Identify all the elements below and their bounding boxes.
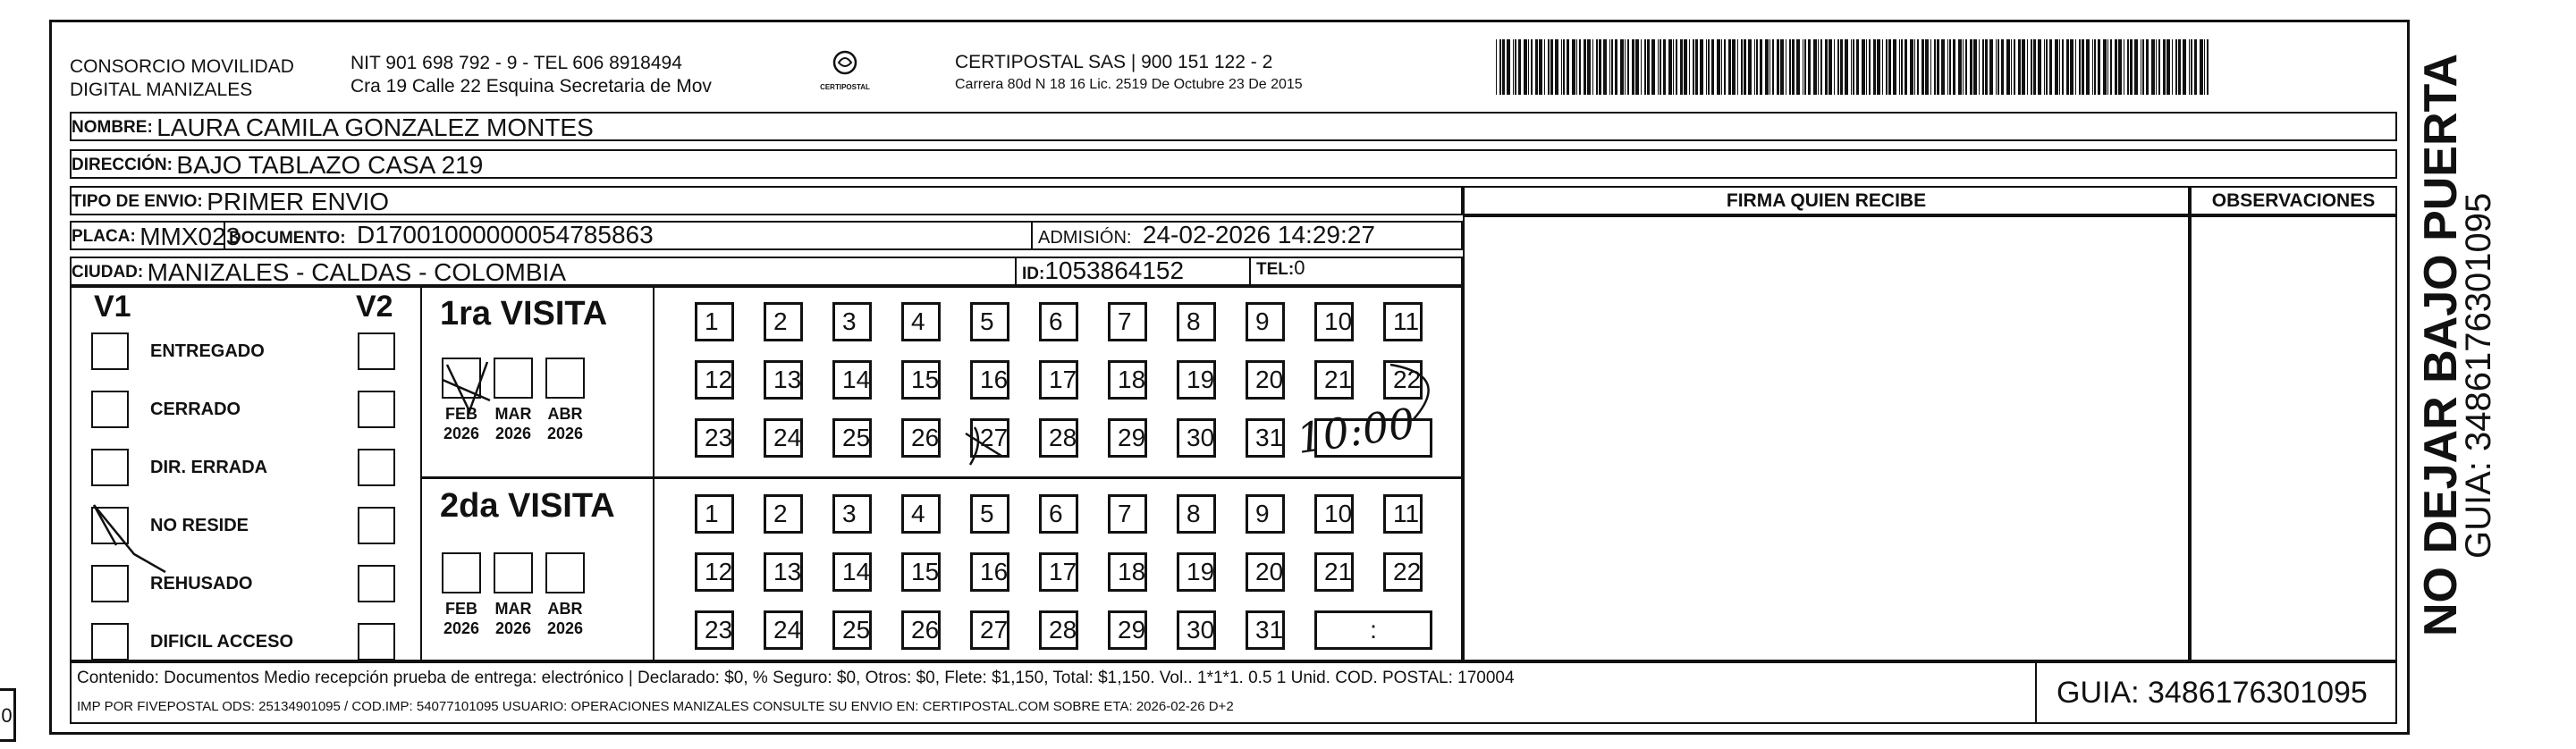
barcode-bar (1813, 39, 1817, 95)
barcode-bar (1772, 39, 1774, 95)
barcode-bar (1970, 39, 1972, 95)
barcode-bar (2163, 39, 2166, 95)
barcode-bar (1851, 39, 1852, 95)
barcode-bar (1873, 39, 1876, 95)
nombre-label: NOMBRE: (72, 118, 153, 137)
barcode-bar (2082, 39, 2084, 95)
barcode-bar (1550, 39, 1553, 95)
barcode-bar (1627, 39, 1629, 95)
barcode-bar (1499, 39, 1501, 95)
barcode-bar (1941, 39, 1945, 95)
tel-value: 0 (1294, 257, 1305, 279)
day-box[interactable]: 9 (1246, 494, 1285, 534)
day-box[interactable]: 11 (1383, 302, 1423, 341)
barcode-bar (1845, 39, 1848, 95)
barcode-bar (1910, 39, 1913, 95)
barcode-bar (1760, 39, 1762, 95)
company-line2: DIGITAL MANIZALES (70, 80, 253, 100)
footer-guia: GUIA: 3486176301095 (2035, 661, 2368, 724)
barcode-bar (2200, 39, 2203, 95)
barcode-bar (1820, 39, 1822, 95)
day-box[interactable]: 17 (1039, 360, 1078, 400)
barcode-bar (2031, 39, 2032, 95)
barcode-bar (2103, 39, 2107, 95)
day-box[interactable]: 25 (832, 610, 872, 650)
barcode-bar (1985, 39, 1988, 95)
day-box[interactable]: 3 (832, 302, 872, 341)
tel-label: TEL: (1256, 260, 1295, 279)
barcode-bar (1609, 39, 1610, 95)
barcode-bar (1877, 39, 1880, 95)
barcode-bar (2110, 39, 2112, 95)
day-box[interactable]: 26 (901, 610, 941, 650)
direccion-value: BAJO TABLAZO CASA 219 (176, 151, 484, 179)
barcode-bar (2055, 39, 2058, 95)
day-box[interactable]: 19 (1177, 552, 1216, 592)
day-box[interactable]: 24 (764, 610, 803, 650)
barcode-bar (1737, 39, 1738, 95)
barcode-bar (1825, 39, 1828, 95)
barcode-bar (1635, 39, 1639, 95)
day-box[interactable]: 9 (1246, 302, 1285, 341)
barcode-bar (1676, 39, 1677, 95)
barcode-bar (1888, 39, 1891, 95)
status-label: DIFICIL ACCESO (150, 632, 294, 652)
barcode-bar (2118, 39, 2122, 95)
day-box[interactable]: 20 (1246, 552, 1285, 592)
barcode-bar (1963, 39, 1964, 95)
day-box[interactable]: 1 (695, 302, 734, 341)
barcode-bar (1917, 39, 1919, 95)
barcode-bar (2094, 39, 2096, 95)
day-box[interactable]: 25 (832, 418, 872, 458)
certipostal-line2: Carrera 80d N 18 16 Lic. 2519 De Octubre 23 De 2015 (955, 77, 1303, 92)
barcode-bar (2156, 39, 2157, 95)
day-box[interactable]: 8 (1177, 494, 1216, 534)
barcode-bar (1965, 39, 1967, 95)
barcode-bar (1531, 39, 1533, 95)
barcode-bar (1576, 39, 1577, 95)
tipo-label: TIPO DE ENVIO: (72, 192, 203, 211)
firma-header: FIRMA QUIEN RECIBE (1463, 186, 2190, 215)
day-box[interactable]: 11 (1383, 494, 1423, 534)
day-box[interactable]: 18 (1108, 360, 1147, 400)
barcode-bar (1818, 39, 1819, 95)
side-notice: NO DEJAR BAJO PUERTA (2415, 53, 2467, 636)
barcode-bar (1711, 39, 1714, 95)
barcode-graphic (1496, 39, 2211, 95)
barcode-bar (1615, 39, 1617, 95)
day-box[interactable]: 22 (1383, 360, 1423, 400)
day-box[interactable]: 17 (1039, 552, 1078, 592)
day-box[interactable]: 26 (901, 418, 941, 458)
placa-value: MMX023 (139, 223, 241, 250)
barcode-bar (2044, 39, 2045, 95)
day-box[interactable]: 15 (901, 552, 941, 592)
barcode-bar (1660, 39, 1661, 95)
barcode-bar (2146, 39, 2149, 95)
barcode-bar (1780, 39, 1784, 95)
barcode-bar (1680, 39, 1683, 95)
barcode-bar (1700, 39, 1703, 95)
visit2-title: 2da VISITA (440, 487, 615, 525)
day-box[interactable]: 19 (1177, 360, 1216, 400)
barcode-bar (2027, 39, 2028, 95)
day-box[interactable]: 20 (1246, 360, 1285, 400)
day-box[interactable]: 27 (970, 610, 1009, 650)
barcode-bar (1592, 39, 1593, 95)
day-box[interactable]: 30 (1177, 610, 1216, 650)
day-box[interactable]: 14 (832, 360, 872, 400)
barcode-bar (1717, 39, 1720, 95)
day-box[interactable]: 29 (1108, 418, 1147, 458)
day-box[interactable]: 10 (1314, 302, 1354, 341)
barcode-bar (1869, 39, 1871, 95)
barcode-bar (2049, 39, 2052, 95)
barcode-bar (1837, 39, 1839, 95)
barcode-bar (1796, 39, 1800, 95)
barcode-bar (2172, 39, 2173, 95)
barcode-bar (1921, 39, 1924, 95)
side-guia: GUIA: 3486176301095 (2459, 192, 2498, 559)
barcode-bar (1708, 39, 1710, 95)
day-box[interactable]: 2 (764, 302, 803, 341)
barcode-bar (2011, 39, 2012, 95)
barcode-bar (1934, 39, 1936, 95)
tipo-value: PRIMER ENVIO (207, 188, 390, 215)
day-box[interactable]: 22 (1383, 552, 1423, 592)
observaciones-header: OBSERVACIONES (2190, 186, 2397, 215)
day-box[interactable]: 29 (1108, 610, 1147, 650)
barcode-bar (1561, 39, 1562, 95)
barcode-bar (1724, 39, 1726, 95)
barcode-bar (2130, 39, 2133, 95)
day-box[interactable]: 3 (832, 494, 872, 534)
day-box[interactable]: 13 (764, 552, 803, 592)
barcode-bar (1997, 39, 1999, 95)
barcode-bar (1632, 39, 1634, 95)
firma-area (1463, 215, 2190, 661)
barcode-bar (2006, 39, 2010, 95)
day-box[interactable]: 8 (1177, 302, 1216, 341)
barcode-bar (2079, 39, 2081, 95)
barcode-bar (1695, 39, 1698, 95)
barcode-bar (1914, 39, 1915, 95)
barcode-bar (1882, 39, 1883, 95)
barcode-bar (1893, 39, 1896, 95)
barcode-bar (2134, 39, 2138, 95)
barcode-bar (1930, 39, 1931, 95)
barcode-bar (1584, 39, 1586, 95)
month-label: MAR 2026 (494, 600, 532, 637)
barcode-bar (2142, 39, 2144, 95)
status-label: ENTREGADO (150, 341, 265, 361)
barcode-bar (1644, 39, 1646, 95)
barcode-bar (2194, 39, 2197, 95)
barcode-bar (2070, 39, 2073, 95)
direccion-label: DIRECCIÓN: (72, 156, 173, 174)
barcode-bar (1548, 39, 1550, 95)
barcode-bar (1544, 39, 1545, 95)
barcode-bar (1973, 39, 1977, 95)
day-box[interactable]: 28 (1039, 418, 1078, 458)
feb-check-mark (443, 362, 490, 411)
placa-label: PLACA: (72, 227, 136, 246)
barcode-bar (1587, 39, 1591, 95)
barcode-bar (1748, 39, 1752, 95)
footer-content-line: Contenido: Documentos Medio recepción prueba de entrega: electrónico | Declarado: $0, % Seguro: $0, Otros: $0, Flete: $1,150, Total: $1,150. Vol.. 1*1*1. 0.5 1 Unid. COD. POSTAL: 170004 (77, 669, 1515, 687)
barcode-bar (2178, 39, 2181, 95)
barcode-bar (1673, 39, 1674, 95)
day-box[interactable]: 12 (695, 360, 734, 400)
day-box[interactable]: 2 (764, 494, 803, 534)
day-box[interactable]: 1 (695, 494, 734, 534)
month-label: FEB 2026 (443, 600, 480, 637)
barcode-bar (1901, 39, 1903, 95)
barcode-bar (1539, 39, 1542, 95)
barcode-bar (1596, 39, 1598, 95)
barcode-bar (2033, 39, 2036, 95)
barcode-bar (1647, 39, 1650, 95)
admision-value: 24-02-2026 14:29:27 (1142, 221, 1375, 248)
day-box[interactable]: 6 (1039, 494, 1078, 534)
barcode-bar (2018, 39, 2021, 95)
day-box[interactable]: 14 (832, 552, 872, 592)
barcode-bar (1808, 39, 1811, 95)
day-box[interactable]: 7 (1108, 494, 1147, 534)
day-box[interactable]: 4 (901, 302, 941, 341)
status-label: NO RESIDE (150, 516, 249, 535)
barcode-bar (1866, 39, 1867, 95)
address-line: Cra 19 Calle 22 Esquina Secretaria de Mov (351, 76, 712, 97)
barcode-bar (2046, 39, 2048, 95)
barcode-bar (2207, 39, 2209, 95)
day-box[interactable]: 31 (1246, 610, 1285, 650)
barcode-bar (1953, 39, 1955, 95)
barcode-bar (1958, 39, 1962, 95)
barcode-bar (1625, 39, 1626, 95)
barcode-bar (2062, 39, 2064, 95)
barcode-bar (1769, 39, 1770, 95)
barcode-bar (2191, 39, 2192, 95)
barcode-bar (2022, 39, 2025, 95)
time-box[interactable]: : (1314, 610, 1432, 650)
barcode-bar (2075, 39, 2076, 95)
barcode-bar (1599, 39, 1601, 95)
barcode-bar (1732, 39, 1736, 95)
barcode-bar (2038, 39, 2041, 95)
v1-label: V1 (94, 290, 131, 324)
barcode-bar (1524, 39, 1527, 95)
visit1-title: 1ra VISITA (440, 295, 608, 332)
status-label: DIR. ERRADA (150, 458, 268, 477)
barcode-bar (1528, 39, 1529, 95)
barcode-bar (2107, 39, 2108, 95)
barcode-bar (1706, 39, 1707, 95)
day-box[interactable]: 5 (970, 494, 1009, 534)
barcode-bar (1829, 39, 1832, 95)
id-value: 1053864152 (1044, 257, 1185, 284)
barcode-bar (2127, 39, 2129, 95)
barcode-bar (1603, 39, 1607, 95)
barcode-bar (1756, 39, 1758, 95)
day-box[interactable]: 7 (1108, 302, 1147, 341)
barcode-bar (1513, 39, 1514, 95)
barcode-bar (2115, 39, 2117, 95)
day-box[interactable]: 23 (695, 610, 734, 650)
day-box[interactable]: 18 (1108, 552, 1147, 592)
barcode-bar (2098, 39, 2100, 95)
barcode-bar (1947, 39, 1948, 95)
barcode-bar (1741, 39, 1743, 95)
status-label: CERRADO (150, 400, 241, 419)
barcode-bar (2066, 39, 2069, 95)
barcode-bar (2086, 39, 2090, 95)
day27-mark (966, 427, 1001, 465)
handwritten-time: 10:00 (1293, 399, 1418, 463)
barcode-bar (1765, 39, 1769, 95)
certipostal-line1: CERTIPOSTAL SAS | 900 151 122 - 2 (955, 52, 1273, 72)
barcode-bar (1925, 39, 1929, 95)
company-line1: CONSORCIO MOVILIDAD (70, 56, 294, 77)
barcode-bar (1515, 39, 1516, 95)
day-box[interactable]: 16 (970, 360, 1009, 400)
barcode-bar (1721, 39, 1722, 95)
barcode-bar (1502, 39, 1505, 95)
barcode-bar (1572, 39, 1575, 95)
nit-line: NIT 901 698 792 - 9 - TEL 606 8918494 (351, 53, 682, 73)
day-box[interactable]: 27 (970, 418, 1009, 458)
barcode-bar (2059, 39, 2060, 95)
documento-value: D17001000000054785863 (357, 221, 654, 248)
barcode-bar (1689, 39, 1690, 95)
edge-mark: 0 (0, 688, 16, 742)
barcode-bar (1834, 39, 1835, 95)
barcode-bar (1535, 39, 1538, 95)
barcode-bar (1555, 39, 1558, 95)
observaciones-area (2190, 215, 2397, 661)
day-box[interactable]: 21 (1314, 360, 1354, 400)
barcode-bar (1937, 39, 1939, 95)
admision-label: ADMISIÓN: (1038, 228, 1132, 248)
barcode-bar (2204, 39, 2205, 95)
barcode (1496, 39, 2211, 95)
ciudad-value: MANIZALES - CALDAS - COLOMBIA (147, 258, 566, 286)
barcode-bar (1744, 39, 1746, 95)
day-box[interactable]: 31 (1246, 418, 1285, 458)
barcode-bar (1641, 39, 1642, 95)
barcode-bar (1777, 39, 1779, 95)
barcode-bar (1518, 39, 1521, 95)
barcode-bar (1792, 39, 1795, 95)
barcode-bar (1899, 39, 1900, 95)
barcode-bar (1567, 39, 1569, 95)
day-box[interactable]: 5 (970, 302, 1009, 341)
month-label: MAR 2026 (494, 405, 532, 442)
day-box[interactable]: 24 (764, 418, 803, 458)
day-box[interactable]: 30 (1177, 418, 1216, 458)
day-box[interactable]: 6 (1039, 302, 1078, 341)
day-box[interactable]: 28 (1039, 610, 1078, 650)
nombre-value: LAURA CAMILA GONZALEZ MONTES (156, 114, 594, 141)
barcode-bar (2158, 39, 2160, 95)
month-label: ABR 2026 (546, 405, 584, 442)
barcode-bar (1905, 39, 1907, 95)
barcode-bar (1728, 39, 1731, 95)
barcode-bar (1579, 39, 1581, 95)
barcode-bar (1856, 39, 1859, 95)
barcode-bar (2183, 39, 2186, 95)
barcode-bar (1949, 39, 1951, 95)
barcode-bar (1620, 39, 1624, 95)
barcode-bar (1684, 39, 1687, 95)
footer-print-line: IMP POR FIVEPOSTAL ODS: 25134901095 / COD.IMP: 54077101095 USUARIO: OPERACIONES MANIZALES CONSULTE SU ENVIO EN: CERTIPOSTAL.COM SOBRE ETA: 2026-02-26 D+2 (77, 699, 1234, 714)
status-label: REHUSADO (150, 574, 253, 593)
no-reside-check-mark (94, 505, 165, 572)
barcode-bar (1789, 39, 1791, 95)
barcode-bar (1996, 39, 1997, 95)
barcode-bar (1507, 39, 1510, 95)
barcode-bar (1663, 39, 1666, 95)
day-box[interactable]: 16 (970, 552, 1009, 592)
barcode-bar (1754, 39, 1755, 95)
barcode-bar (1658, 39, 1659, 95)
month-label: ABR 2026 (546, 600, 584, 637)
barcode-bar (1979, 39, 1980, 95)
logo-text: CERTIPOSTAL (820, 83, 870, 91)
barcode-bar (1886, 39, 1888, 95)
day-box[interactable]: 23 (695, 418, 734, 458)
barcode-bar (2092, 39, 2093, 95)
ciudad-label: CIUDAD: (72, 263, 144, 282)
barcode-bar (1668, 39, 1672, 95)
day-box[interactable]: 12 (695, 552, 734, 592)
barcode-bar (2189, 39, 2190, 95)
barcode-bar (1862, 39, 1865, 95)
barcode-bar (2014, 39, 2015, 95)
day-box[interactable]: 10 (1314, 494, 1354, 534)
barcode-bar (1651, 39, 1655, 95)
barcode-bar (2151, 39, 2155, 95)
barcode-bar (1611, 39, 1613, 95)
day-box[interactable]: 4 (901, 494, 941, 534)
barcode-bar (1563, 39, 1565, 95)
day-box[interactable]: 15 (901, 360, 941, 400)
month-label: FEB 2026 (443, 405, 480, 442)
documento-label: DOCUMENTO: (229, 229, 346, 248)
barcode-bar (1840, 39, 1843, 95)
barcode-bar (1982, 39, 1984, 95)
barcode-bar (1693, 39, 1694, 95)
barcode-bar (1989, 39, 1993, 95)
barcode-bar (1853, 39, 1854, 95)
v2-label: V2 (356, 290, 393, 324)
day-box[interactable]: 13 (764, 360, 803, 400)
barcode-bar (2175, 39, 2177, 95)
barcode-bar (1804, 39, 1806, 95)
barcode-bar (2001, 39, 2004, 95)
id-label: ID: (1022, 265, 1045, 283)
barcode-bar (1496, 39, 1497, 95)
day-box[interactable]: 21 (1314, 552, 1354, 592)
barcode-bar (2166, 39, 2170, 95)
